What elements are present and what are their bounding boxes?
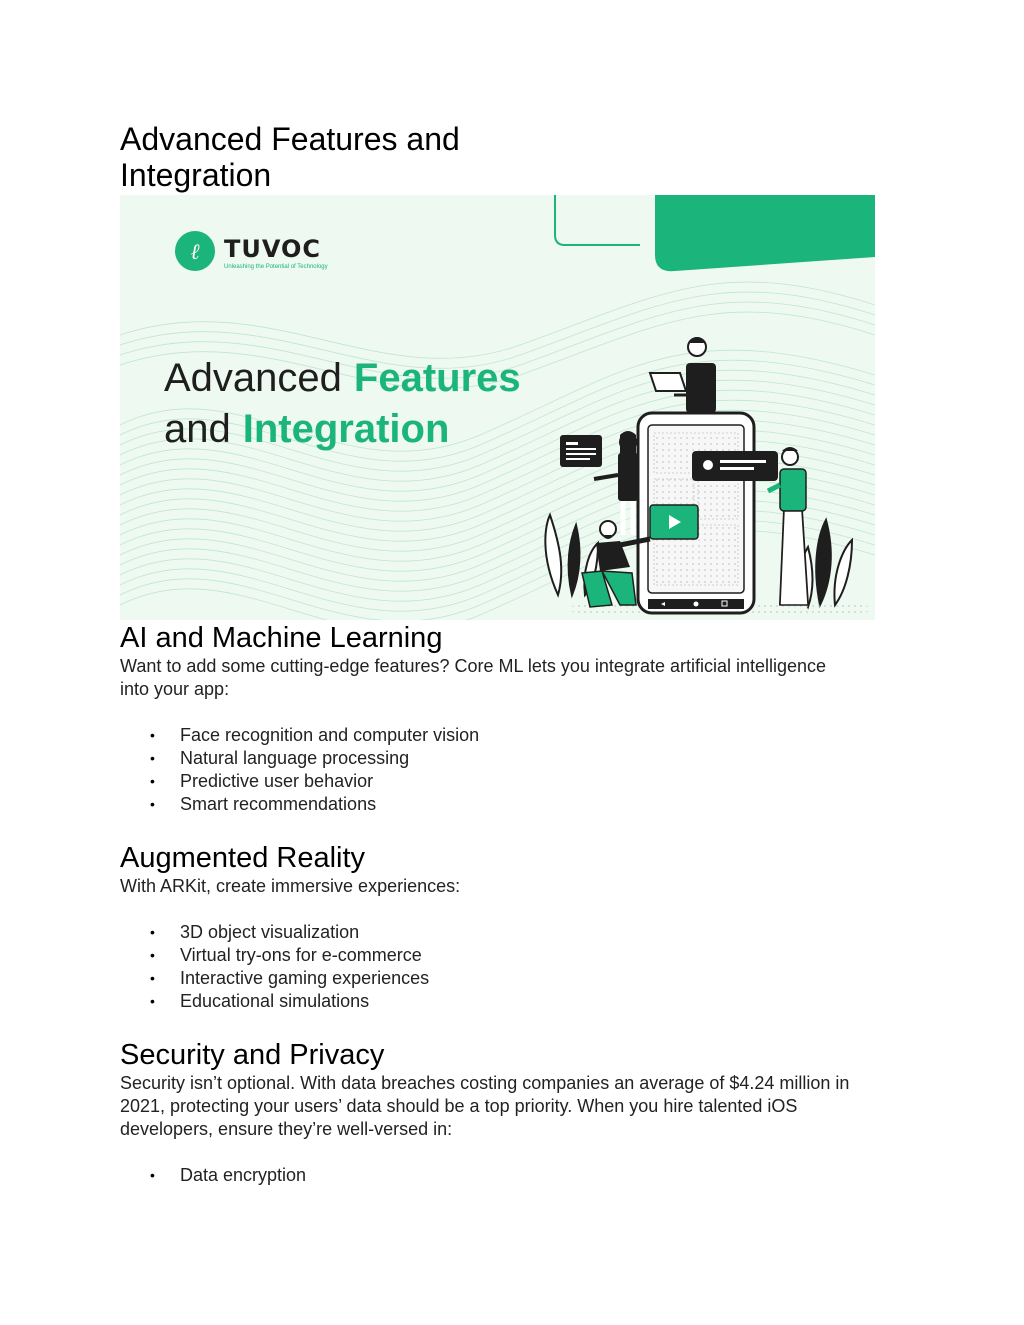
list-item: • Predictive user behavior [120, 770, 479, 793]
svg-text:TUVOC: TUVOC [224, 235, 322, 263]
section-intro-ar: With ARKit, create immersive experiences: [120, 876, 461, 896]
svg-text:AdvancedFeatures: Advanced Features [164, 356, 521, 400]
list-item: • Natural language processing [120, 747, 479, 770]
chat-bubble-dark-illustration [692, 451, 778, 481]
list-item: • Interactive gaming experiences [120, 967, 429, 990]
svg-text:andIntegration: and Integration [164, 407, 450, 451]
list-security-practices [120, 1164, 306, 1187]
list-item: • 3D object visualization [120, 921, 429, 944]
feature-banner-image [120, 195, 875, 620]
list-item: • Educational simulations [120, 990, 429, 1013]
video-card-illustration [650, 505, 698, 539]
section-heading-ai: AI and Machine Learning [120, 622, 443, 654]
list-item: • Face recognition and computer vision [120, 724, 479, 747]
section-intro-ai: Want to add some cutting-edge features? Core ML lets you integrate artificial intelligence into your app: [120, 656, 827, 699]
list-item: • Virtual try-ons for e-commerce [120, 944, 429, 967]
section-intro-security: Security isn’t optional. With data breaches costing companies an average of $4.24 million in 2021, protecting your users’ data should be a top priority. When you hire talented iOS developers, ensure they’re well-versed in: [120, 1073, 850, 1139]
svg-text:Unleashing the Potential of Te: Unleashing the Potential of Technology [224, 264, 328, 270]
list-ar-features [120, 921, 429, 1013]
svg-text:ℓ: ℓ [190, 240, 200, 265]
section-heading-ar: Augmented Reality [120, 842, 366, 874]
section-heading-security: Security and Privacy [120, 1039, 385, 1071]
page-title: Advanced Features and Integration [120, 121, 460, 193]
list-item: • Smart recommendations [120, 793, 479, 816]
document-card-illustration [560, 435, 602, 467]
list-item: • Data encryption [120, 1164, 306, 1187]
tuvoc-logo [175, 231, 328, 271]
list-ai-features [120, 724, 479, 816]
